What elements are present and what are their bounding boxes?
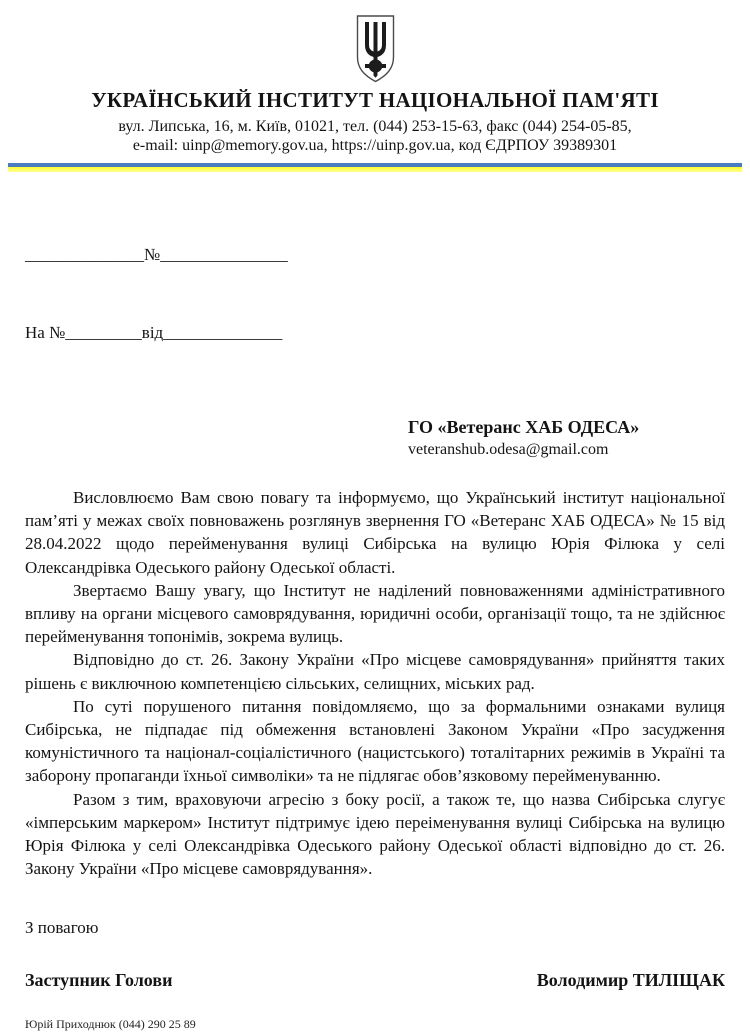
body-paragraph-4: По суті порушеного питання повідомляємо, що за формальними ознаками вулиця Сибірська, не підпадає під обмеження встановлені Законом України «Про засудження комуністичного та націонал-соціалістичного (нацистського) тоталітарних режимів в Україні та заборону пропаганди їхньої символіки» та не підлягає обов’язковому перейменуванню. (25, 696, 725, 786)
reference-reply-line: На №_________від______________ (25, 323, 283, 342)
closing-salutation: З повагою (25, 918, 99, 938)
address-line-1: вул. Липська, 16, м. Київ, 01021, тел. (044) 253-15-63, факс (044) 254-05-85, (118, 118, 632, 135)
body-paragraph-2: Звертаємо Вашу увагу, що Інститут не наділений повноваженнями адміністративного впливу на органи місцевого самоврядування, юридичні особи, організації тощо, та не здійснює перейменування топонімів, зокрема вулиць. (25, 580, 725, 647)
executor-contact: Юрій Приходнюк (044) 290 25 89 (25, 1017, 196, 1032)
reference-block (25, 190, 750, 398)
organization-name: УКРАЇНСЬКИЙ ІНСТИТУТ НАЦІОНАЛЬНОЇ ПАМ'ЯТІ (91, 88, 659, 112)
signatory-position: Заступник Голови (25, 970, 173, 991)
letter-body (25, 486, 725, 880)
flag-stripe (8, 163, 742, 172)
address-line-2: e-mail: uinp@memory.gov.ua, https://uinp.gov.ua, код ЄДРПОУ 39389301 (132, 137, 618, 154)
letter-page (0, 13, 750, 1032)
recipient-name: ГО «Ветеранс ХАБ ОДЕСА» (408, 417, 640, 437)
body-paragraph-1: Висловлюємо Вам свою повагу та інформуємо, що Український інститут національної пам’яті у межах своїх повноважень розглянув звернення ГО «Ветеранс ХАБ ОДЕСА» № 15 від 28.04.2022 щодо перейменування вулиці Сибірська на вулицю Юрія Філюка у селі Олександрівка Одеського району Одеської області. (25, 488, 725, 577)
ukraine-coat-of-arms-icon (353, 13, 398, 85)
recipient-email: veteranshub.odesa@gmail.com (408, 441, 609, 458)
signature-row (25, 970, 725, 991)
flag-stripe-yellow (8, 167, 742, 172)
body-paragraph-3: Відповідно до ст. 26. Закону України «Про місцеве самоврядування» прийняття таких рішень є виключною компетенцією сільських, селищних, міських рад. (25, 650, 725, 693)
recipient-block (408, 416, 725, 460)
signatory-name: Володимир ТИЛІЩАК (536, 970, 725, 991)
body-paragraph-5: Разом з тим, враховуючи агресію з боку росії, а також те, що назва Сибірська слугує «імперським маркером» Інститут підтримує ідею переіменування вулиці Сибірська на вулицю Юрія Філюка у селі Олександрівка Одеського району Одеської області відповідно до ст. 26. Закону України «Про місцеве самоврядування». (25, 789, 725, 879)
reference-number-line: ______________№_______________ (25, 245, 288, 264)
